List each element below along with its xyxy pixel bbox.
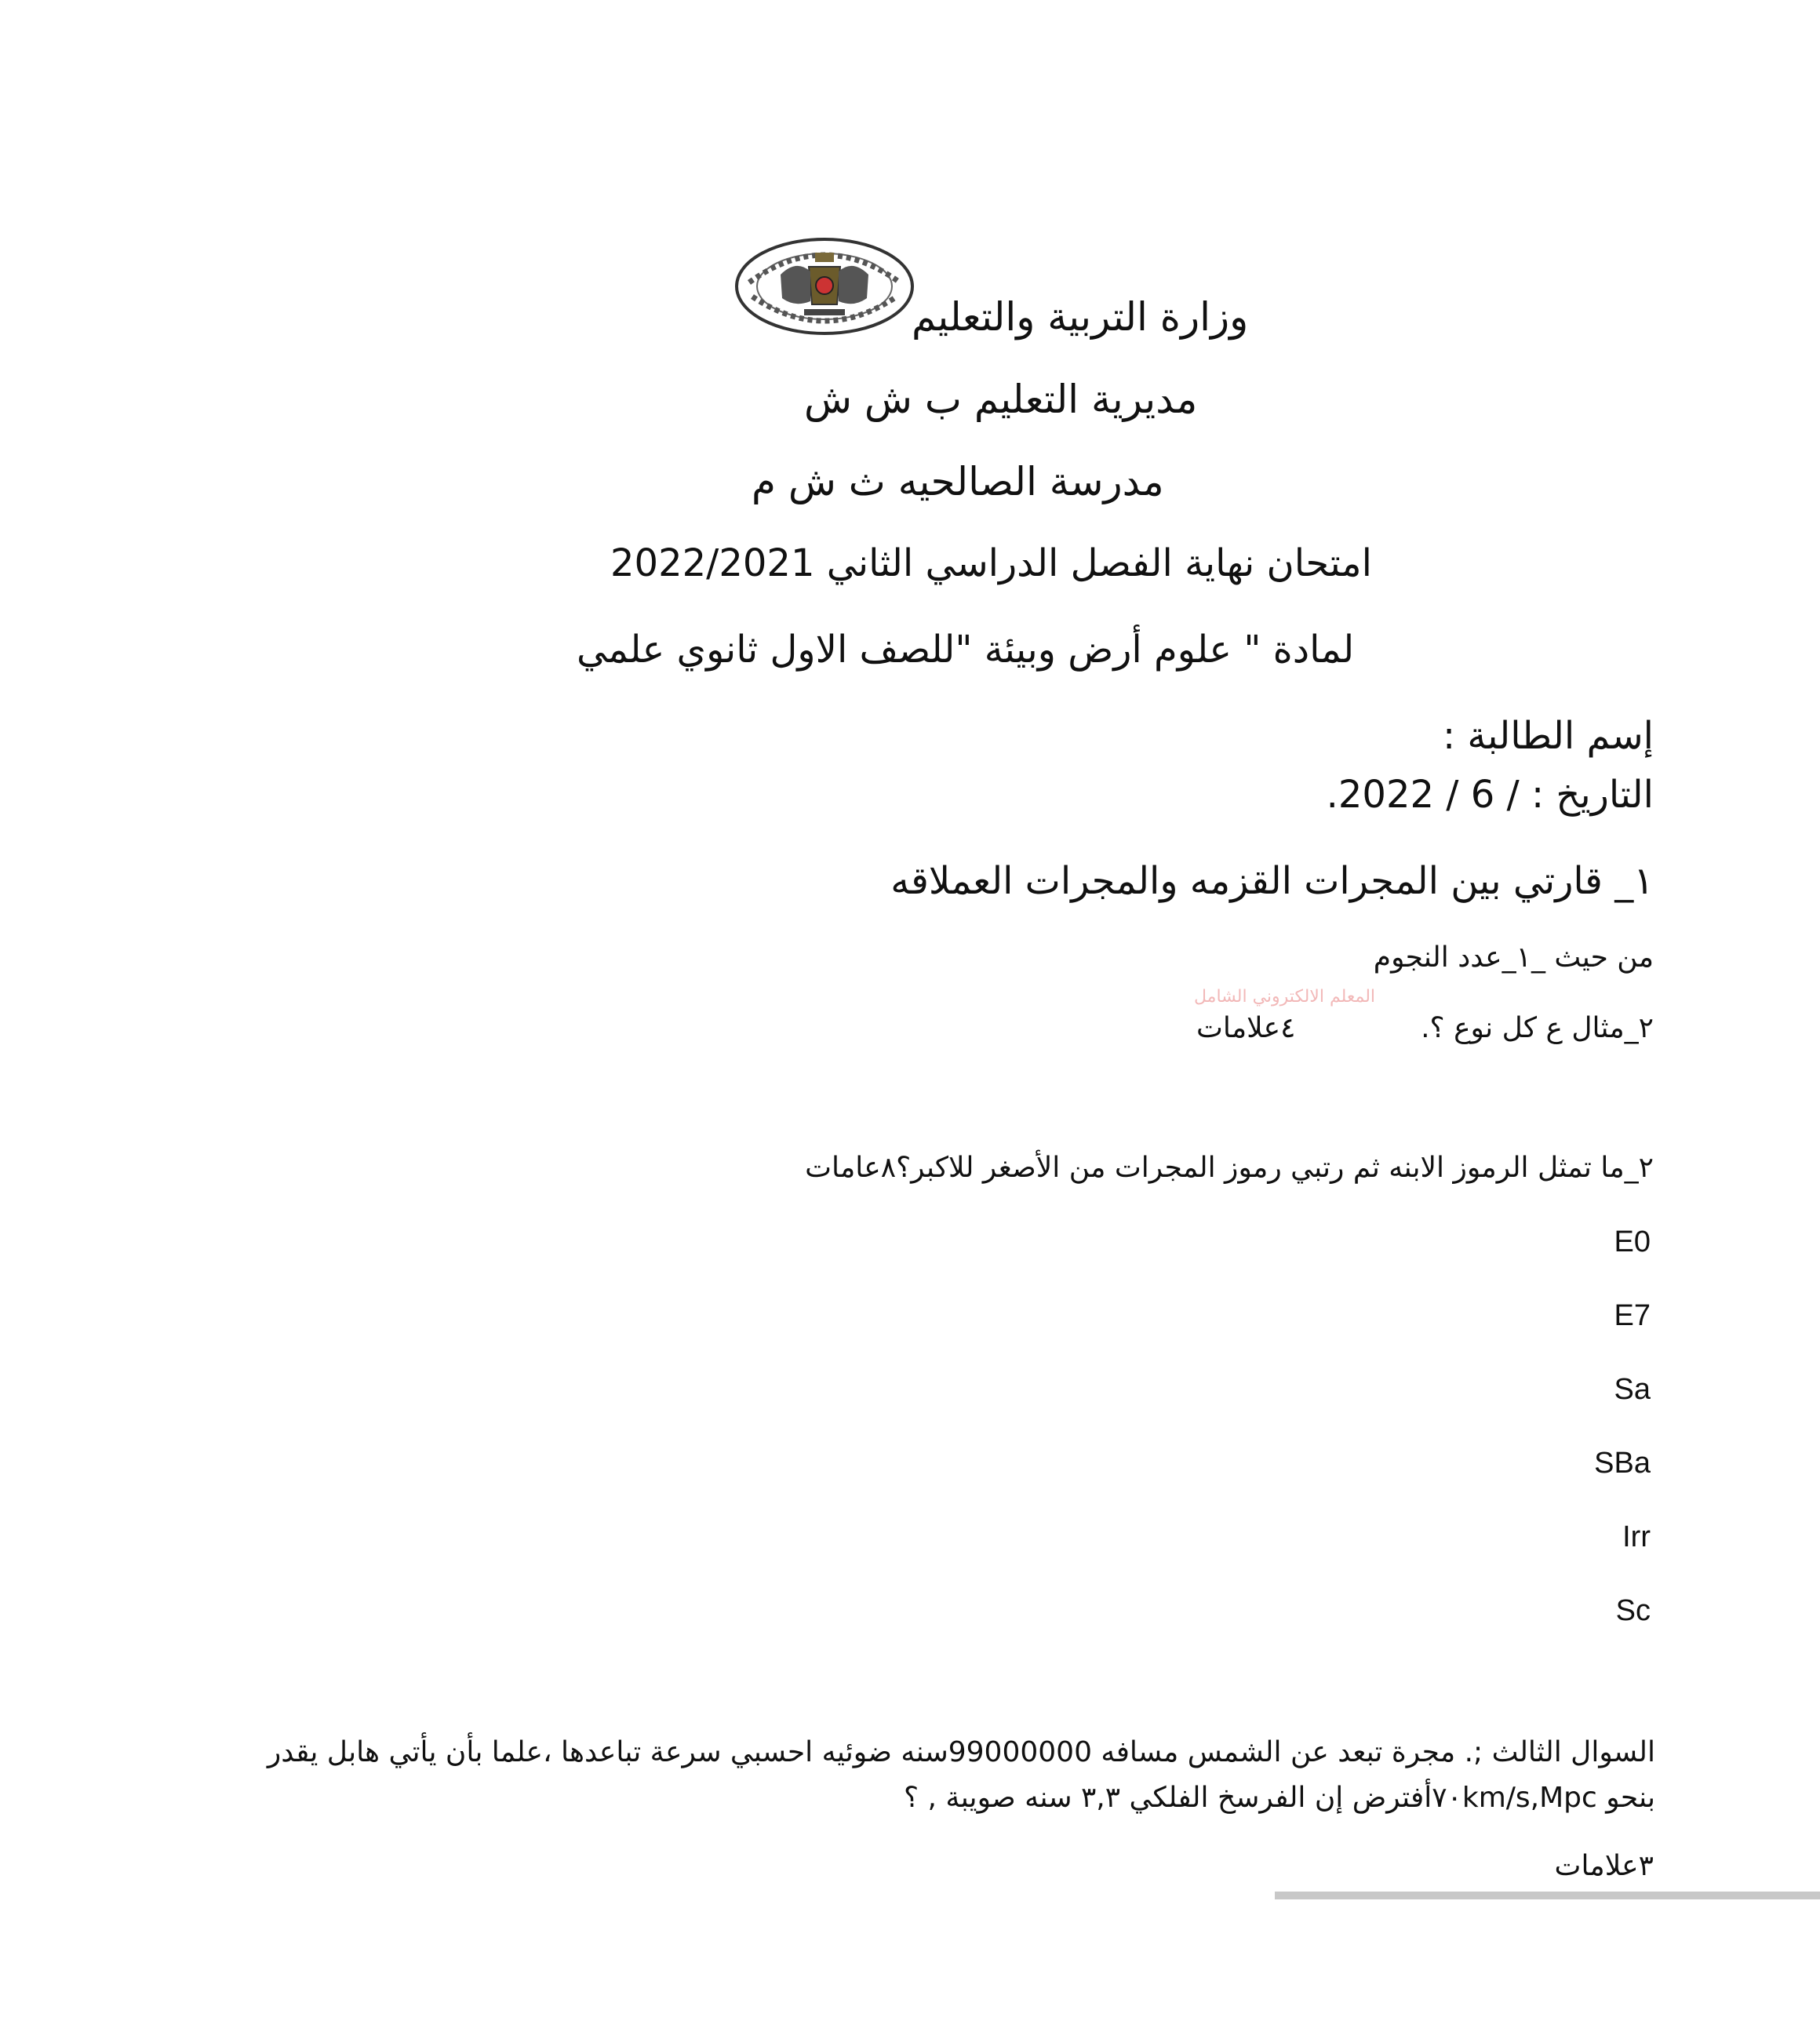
question-3-marks: ٣علامات (1554, 1850, 1654, 1882)
galaxy-symbol-e0: E0 (1614, 1225, 1651, 1258)
galaxy-symbol-sa: Sa (1614, 1373, 1651, 1406)
ministry-seal-icon (733, 235, 915, 337)
ministry-name: وزارة التربية والتعليم (912, 294, 1249, 340)
question-1-marks: ٤علامات (1196, 1012, 1296, 1044)
galaxy-symbol-irr: Irr (1622, 1520, 1651, 1553)
question-1-point-1: من حيث _١_عدد النجوم (1373, 941, 1654, 974)
question-3-line-2: بنحو ٧٠km/s,Mpcأفترض إن الفرسخ الفلكي ٣,٣ سنه صويبة , ؟ (903, 1782, 1655, 1814)
question-3-text (267, 1730, 1655, 1821)
question-1-title: ١_ قارتي بين المجرات القزمه والمجرات العملاقه (890, 859, 1654, 903)
question-1-point-2: ٢_مثال ع كل نوع ؟. (1421, 1012, 1654, 1044)
question-3-line-1: السوال الثالث ;. مجرة تبعد عن الشمس مسافه 99000000سنه ضوئيه احسبي سرعة تباعدها ،علما بأن يأتي هابل يقدر (267, 1736, 1655, 1768)
date-line: التاريخ : / 6 / 2022. (1326, 773, 1654, 817)
exam-title: امتحان نهاية الفصل الدراسي الثاني 2022/2021 (610, 541, 1372, 585)
watermark: المعلم الالكتروني الشامل (1194, 987, 1376, 1007)
directorate-name: مديرية التعليم ب ش ش (804, 377, 1198, 422)
school-name: مدرسة الصالحيه ث ش م (752, 459, 1164, 504)
galaxy-symbol-sba: SBa (1594, 1447, 1651, 1480)
subject-line: لمادة " علوم أرض وبيئة "للصف الاول ثانوي علمي (577, 628, 1355, 672)
galaxy-symbol-e7: E7 (1614, 1299, 1651, 1332)
horizontal-rule (1275, 1892, 1820, 1899)
student-name-label: إسم الطالبة : (1443, 714, 1654, 758)
question-2-title: ٢_ما تمثل الرموز الابنه ثم رتبي رموز المجرات من الأصغر للاكبر؟٨عامات (805, 1152, 1654, 1184)
galaxy-symbol-sc: Sc (1615, 1594, 1651, 1627)
